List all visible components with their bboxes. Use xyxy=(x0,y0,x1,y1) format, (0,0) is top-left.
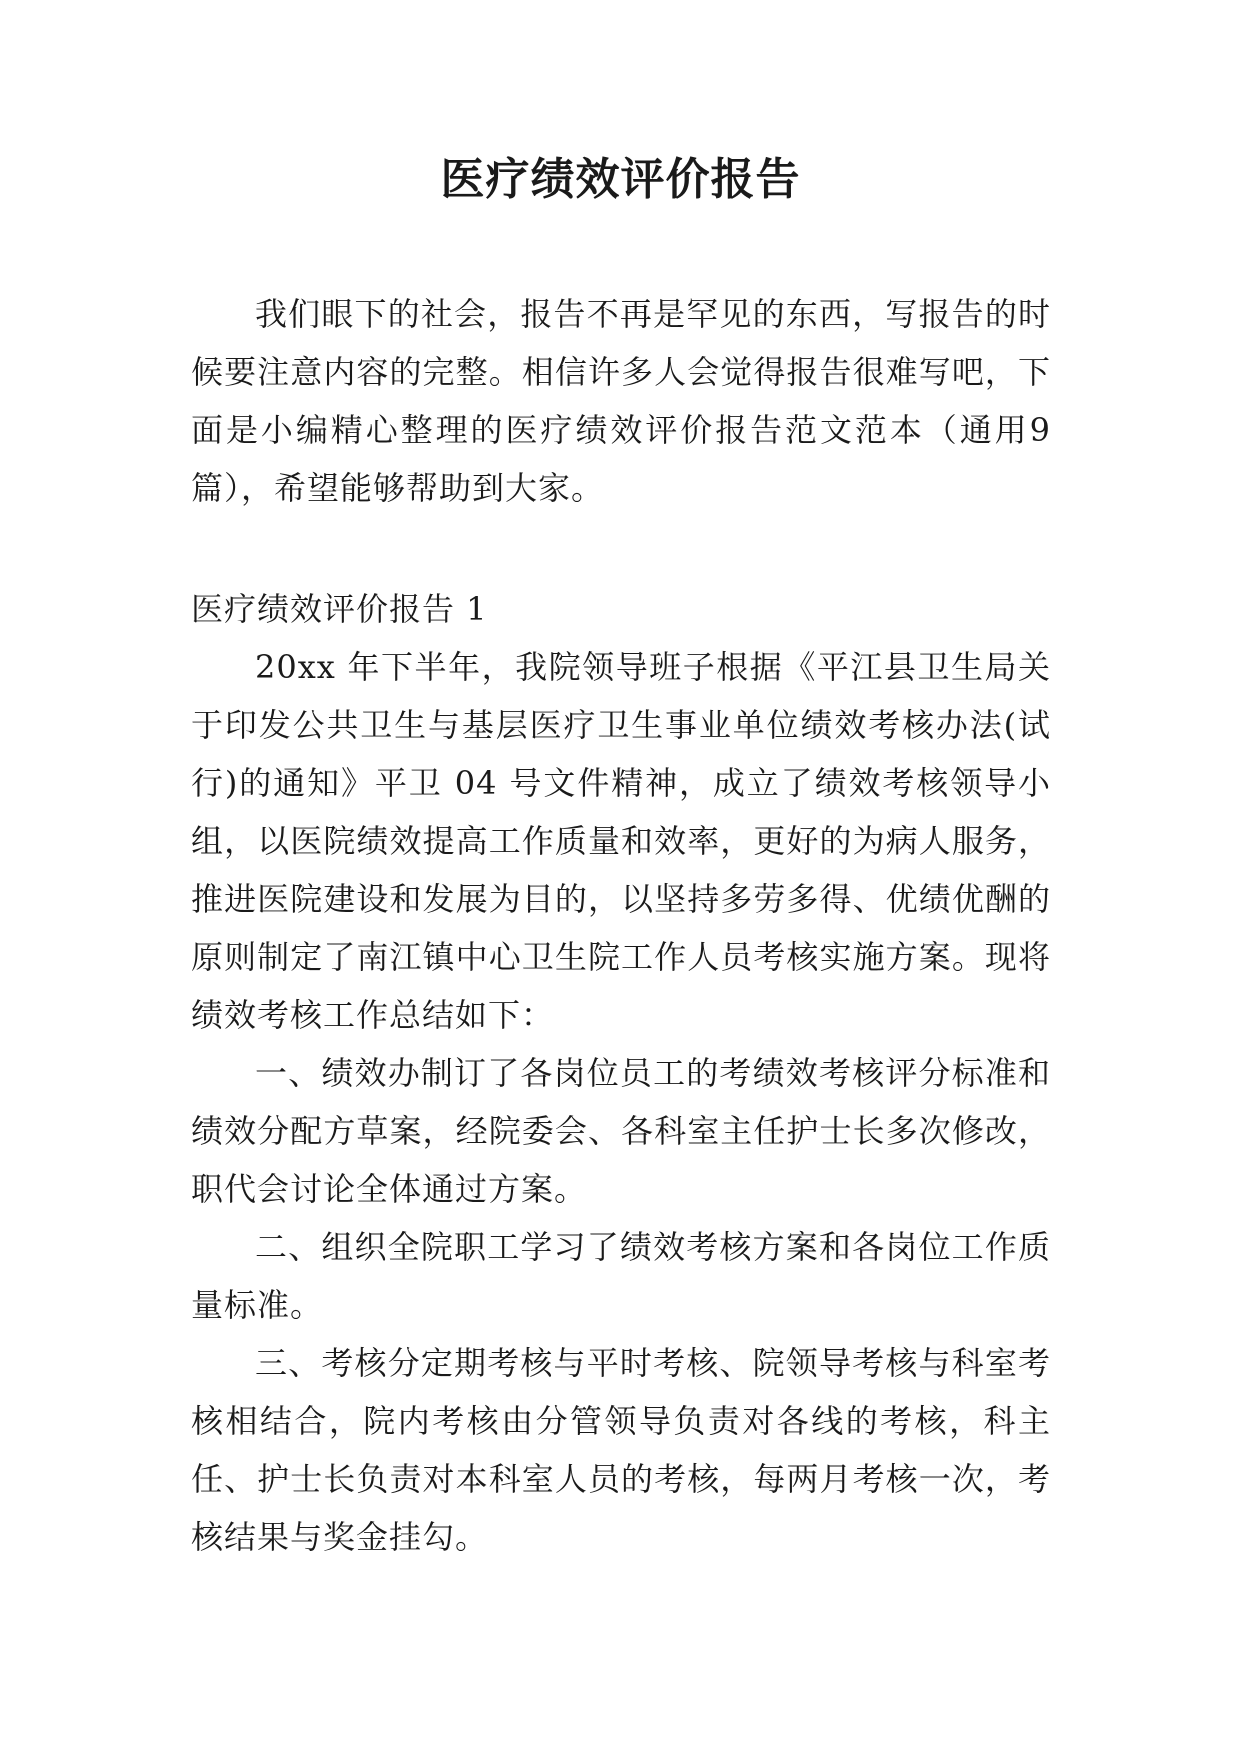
document-title: 医疗绩效评价报告 xyxy=(440,154,801,205)
section-paragraph: 二、组织全院职工学习了绩效考核方案和各岗位工作质量标准。 xyxy=(191,1228,1051,1324)
intro-paragraph: 我们眼下的社会，报告不再是罕见的东西，写报告的时候要注意内容的完整。相信许多人会觉得报告很难写吧，下面是小编精心整理的医疗绩效评价报告范文范本（通用9篇），希望能够帮助到大家。 xyxy=(191,295,1051,507)
section-1 xyxy=(191,580,1051,1566)
intro-block xyxy=(191,285,1051,517)
section-paragraph: 三、考核分定期考核与平时考核、院领导考核与科室考核相结合，院内考核由分管领导负责对各线的考核，科主任、护士长负责对本科室人员的考核，每两月考核一次，考核结果与奖金挂勾。 xyxy=(191,1344,1051,1556)
section-paragraph: 一、绩效办制订了各岗位员工的考绩效考核评分标准和绩效分配方草案，经院委会、各科室主任护士长多次修改，职代会讨论全体通过方案。 xyxy=(191,1054,1051,1208)
section-paragraph: 20xx 年下半年，我院领导班子根据《平江县卫生局关于印发公共卫生与基层医疗卫生事业单位绩效考核办法(试行)的通知》平卫 04 号文件精神，成立了绩效考核领导小组，以医院绩效提高工作质量和效率，更好的为病人服务，推进医院建设和发展为目的，以坚持多劳多得、优绩优酬的原则制定了南江镇中心卫生院工作人员考核实施方案。现将绩效考核工作总结如下： xyxy=(191,648,1051,1034)
section-heading: 医疗绩效评价报告 1 xyxy=(191,590,488,628)
